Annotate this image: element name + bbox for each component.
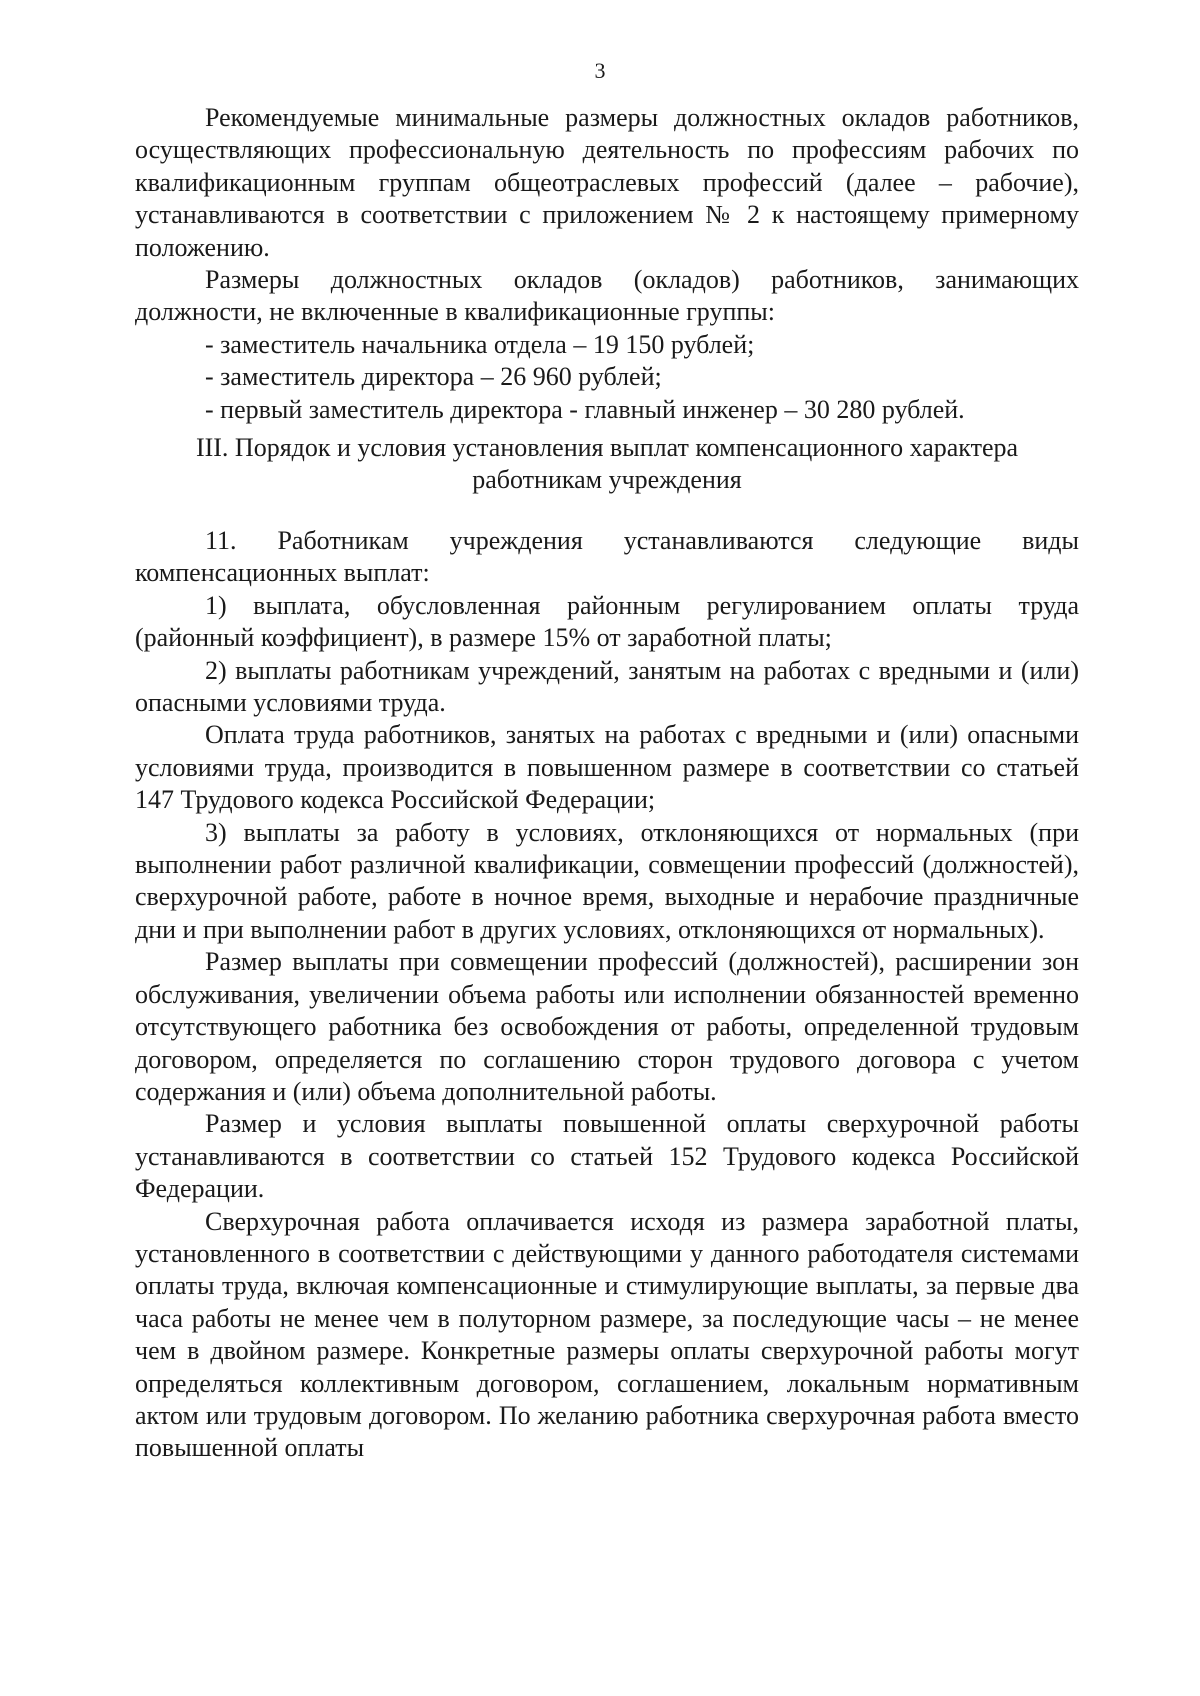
section-compensation bbox=[135, 525, 1079, 1465]
subclause-1: 1) выплата, обусловленная районным регулированием оплаты труда (районный коэффициент), в размере 15% от заработной платы; bbox=[135, 590, 1079, 653]
paragraph-overtime-terms: Размер и условия выплаты повышенной оплаты сверхурочной работы устанавливаются в соответствии со статьей 152 Трудового кодекса Российской Федерации. bbox=[135, 1109, 1079, 1204]
paragraph-combination-payment: Размер выплаты при совмещении профессий (должностей), расширении зон обслуживания, увеличении объема работы или исполнении обязанностей временно отсутствующего работника без освобождения от работы, определенной трудовым договором, определяется по соглашению сторон трудового договора с учетом содержания и (или) объема дополнительной работы. bbox=[135, 947, 1079, 1106]
list-item-first-deputy-director: - первый заместитель директора - главный инженер – 30 280 рублей. bbox=[205, 394, 965, 424]
paragraph-harmful-conditions: Оплата труда работников, занятых на работах с вредными и (или) опасными условиями труда, производится в повышенном размере в соответствии со статьей 147 Трудового кодекса Российской Федерации; bbox=[135, 720, 1079, 815]
paragraph-overtime-pay: Сверхурочная работа оплачивается исходя из размера заработной платы, установленного в соответствии с действующими у данного работодателя системами оплаты труда, включая компенсационные и стимулирующие выплаты, за первые два часа работы не менее чем в полуторном размере, за последующие часы – не менее чем в двойном размере. Конкретные размеры оплаты сверхурочной работы могут определяться коллективным договором, соглашением, локальным нормативным актом или трудовым договором. По желанию работника сверхурочная работа вместо повышенной оплаты bbox=[135, 1206, 1079, 1463]
subclause-2: 2) выплаты работникам учреждений, занятым на работах с вредными и (или) опасными условиями труда. bbox=[135, 655, 1079, 718]
page-number: 3 bbox=[594, 58, 606, 83]
section-salaries bbox=[135, 102, 1079, 426]
paragraph-salary-sizes: Размеры должностных окладов (окладов) работников, занимающих должности, не включенные в квалификационные группы: bbox=[135, 265, 1079, 327]
section-heading: III. Порядок и условия установления выплат компенсационного характера работникам учреждения bbox=[195, 433, 1019, 495]
paragraph-recommended-salaries: Рекомендуемые минимальные размеры должностных окладов работников, осуществляющих профессиональную деятельность по профессиям рабочих по квалификационным группам общеотраслевых профессий (далее – рабочие), устанавливаются в соответствии с приложением № 2 к настоящему примерному положению. bbox=[135, 103, 1079, 262]
section-3-heading-block bbox=[135, 432, 1079, 497]
subclause-3: 3) выплаты за работу в условиях, отклоняющихся от нормальных (при выполнении работ различной квалификации, совмещении профессий (должностей), сверхурочной работе, работе в ночное время, выходные и нерабочие праздничные дни и при выполнении работ в других условиях, отклоняющихся от нормальных). bbox=[135, 817, 1079, 944]
list-item-deputy-director: - заместитель директора – 26 960 рублей; bbox=[205, 362, 662, 392]
clause-11: 11. Работникам учреждения устанавливаются следующие виды компенсационных выплат: bbox=[135, 526, 1079, 588]
list-item-deputy-head-of-department: - заместитель начальника отдела – 19 150 рублей; bbox=[205, 329, 755, 359]
